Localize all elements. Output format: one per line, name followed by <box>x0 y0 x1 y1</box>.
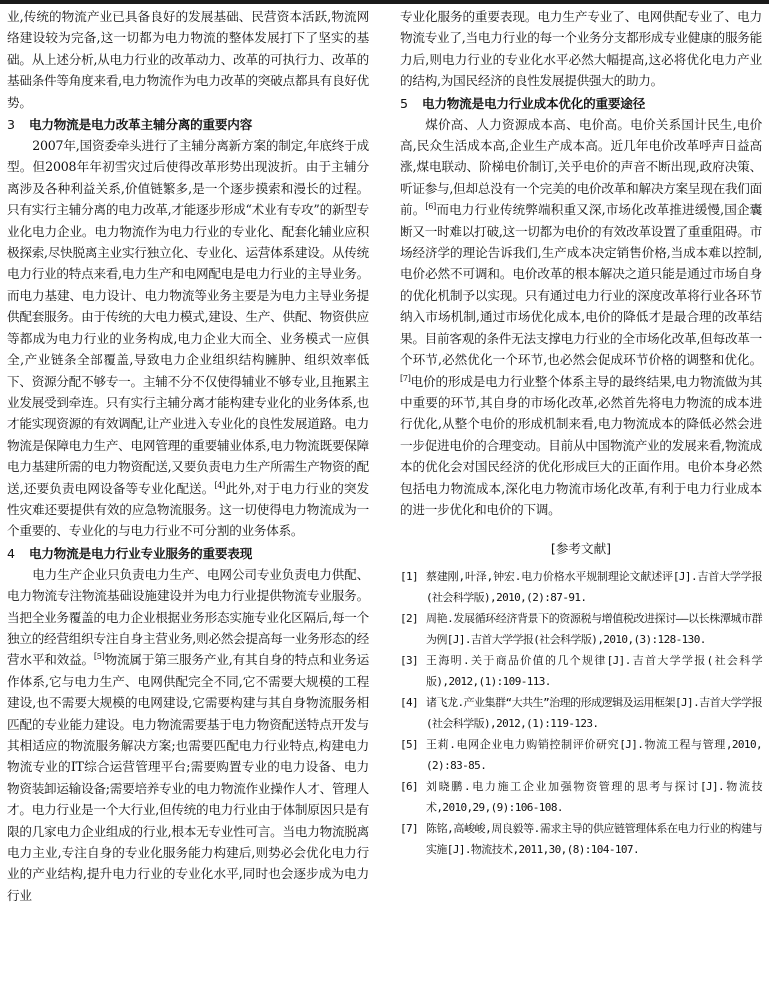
citation-5: [5] <box>93 652 105 662</box>
references-list <box>400 566 762 860</box>
reference-text: 刘晓鹏.电力施工企业加强物资管理的思考与探讨[J].物流技术,2010,29,(9):106-108. <box>426 780 762 815</box>
section-3-number: 3 <box>7 117 15 133</box>
section-4-title: 电力物流是电力行业专业服务的重要表现 <box>29 545 253 561</box>
left-column <box>7 6 369 906</box>
section-4-paragraph <box>7 564 369 907</box>
reference-number: [2] <box>400 612 419 626</box>
section-3-title: 电力物流是电力改革主辅分离的重要内容 <box>29 117 253 133</box>
section-5-text-tail: 电价的形成是电力行业整个体系主导的最终结果,电力物流做为其中重要的环节,其自身的市场化改革,必然首先将电力物流的成本进行优化,从整个电价的形成机制来看,电力物流成本的降低必然会进一步促进电价的合理变动。目前从中国物流产业的发展来看,物流成本的优化会对国民经济的优化形成巨大的正面作用。电价本身必然包括电力物流成本,深化电力物流市场化改革,有利于电力行业成本的进一步优化和电价的下调。 <box>400 373 762 517</box>
reference-text: 周艳.发展循环经济背景下的资源税与增值税改进探讨——以长株潭城市群为例[J].吉首大学学报(社会科学版),2010,(3):128-130. <box>426 612 762 647</box>
reference-number: [3] <box>400 654 419 668</box>
section-4-text-tail: 物流属于第三服务产业,有其自身的特点和业务运作体系,它与电力生产、电网供配完全不同,它不需要大规模的工程建设,也不需要大规模的电网建设,它需要构建与其自身物流服务相匹配的专业能力建设。电力物流需要基于电力物资配送特点开发与其相适应的物流服务解决方案;也需要匹配电力行业特点,构建电力物流专业的IT综合运营管理平台;需要购置专业的电力设备、电力物资装卸运输设备;需要培养专业的电力物流作业操作人才、管理人才。电力行业是一个大行业,但传统的电力行业由于体制原因只是有限的几家电力企业组成的行业,根本无专业性可言。当电力物流脱离电力主业,专注自身的专业化服务能力构建后,则势必会优化电力行业的产业结构,提升电力行业的专业化水平,同时也会逐步成为电力行业 <box>7 652 370 903</box>
reference-text: 蔡建刚,叶泽,钟宏.电力价格水平规制理论文献述评[J].吉首大学学报(社会科学版),2010,(2):87-91. <box>426 570 762 605</box>
header-rule <box>0 0 769 4</box>
section-4-text: 电力生产企业只负责电力生产、电网公司专业负责电力供配、电力物流专注物流基础设施建设并为电力行业提供物流专业服务。当把全业务覆盖的电力企业根据业务形态实施专业化区隔后,每一个独立的经营组织专注自身主营业务,则必然会提高每一业务形态的经营水平和效益。 <box>7 566 369 668</box>
intro-paragraph: 业,传统的物流产业已具备良好的发展基础、民营资本活跃,物流网络建设较为完备,这一切都为电力物流的整体发展打下了坚实的基础。从上述分析,从电力行业的改革动力、改革的可执行力、改革的基础条件等角度来看,电力物流作为电力改革的突破点都具有良好优势。 <box>7 9 369 110</box>
section-3-paragraph <box>7 135 369 542</box>
citation-6: [6] <box>425 202 437 212</box>
reference-number: [1] <box>400 570 419 584</box>
section-3-heading <box>7 115 369 134</box>
reference-item <box>400 734 762 776</box>
reference-item <box>400 818 762 860</box>
reference-number: [5] <box>400 738 419 752</box>
references-title: [参考文献] <box>550 541 612 557</box>
section-5-paragraph <box>400 114 762 521</box>
reference-text: 王莉.电网企业电力购销控制评价研究[J].物流工程与管理,2010,(2):83-85. <box>426 738 762 773</box>
reference-number: [6] <box>400 780 419 794</box>
section-5-heading <box>400 94 762 113</box>
reference-number: [7] <box>400 822 419 836</box>
section-3-text: 2007年,国资委牵头进行了主辅分离新方案的制定,年底终于成型。但2008年年初雪灾过后使得改革形势出现波折。由于主辅分离涉及各种利益关系,价值链繁多,是一个逐步摸索和漫长的过程。只有实行主辅分离的电力改革,才能逐步形成“术业有专攻”的新型专业化电力企业。电力物流作为电力行业的专业化、配套化辅业应积极探索,尽快脱离主业实行独立化、专业化、运营体系建设。从传统电力行业的特点来看,电力生产和电网配电是电力行业的主导业务。而电力基建、电力设计、电力物流等业务主要是为电力主导业务提供配套服务。由于传统的大电力模式,建设、生产、供配、物资供应等都成为电力行业的业务构成,电力企业大而全、业务模式一应俱全,产业链条全部覆盖,导致电力企业组织结构臃肿、组织效率低下、资源分配不够专一。主辅不分不仅使得辅业不够专业,且拖累主业发展受到牵连。只有实行主辅分离才能构建专业化的业务体系,也才能实现资源的有效调配,让产业进入专业化的良性发展道路。电力物流是保障电力生产、电网管理的重要辅业体系,电力物流既要保障电力基建所需的电力物资配送,又要负责电力生产所需生产物资的配送,还要负责电网设备等专业化配送。 <box>7 138 369 496</box>
reference-number: [4] <box>400 696 419 710</box>
section-3-text-tail: 此外,对于电力行业的突发性灾难还要提供有效的应急物流服务。这一切使得电力物流成为一个重要的、专业化的与电力行业不可分割的业务体系。 <box>7 480 369 539</box>
section-5-title: 电力物流是电力行业成本优化的重要途径 <box>422 95 646 111</box>
continued-paragraph: 专业化服务的重要表现。电力生产专业了、电网供配专业了、电力物流专业了,当电力行业的每一个业务分支都形成专业健康的服务能力后,则电力行业的专业化水平必然大幅提高,这必将优化电力产业的结构,为国民经济的良性发展提供强大的助力。 <box>400 9 762 89</box>
reference-item <box>400 566 762 608</box>
reference-item <box>400 692 762 734</box>
section-5-text-mid: 而电力行业传统弊端积重又深,市场化改革推进缓慢,国企囊断又一时难以打破,这一切都为电价的有效改革设置了重重阻碍。市场经济学的理论告诉我们,生产成本决定销售价格,当成本难以控制,电价必然不可调和。电价改革的根本解决之道只能是通过市场自身的优化机制予以实现。只有通过电力行业的深度改革将行业各环节纳入市场机制,通过市场优化成本,电价的降低才是最合理的改革结果。目前客观的条件无法支撑电力行业的全市场化改革,但每改革一个环节,必然优化一个环节,也必然会促成环节价格的调整和优化。 <box>400 202 762 368</box>
section-5-number: 5 <box>400 95 408 111</box>
citation-7: [7] <box>400 373 411 383</box>
section-5-text: 煤价高、人力资源成本高、电价高。电价关系国计民生,电价高,民众生活成本高,企业生产成本高。近几年电价改革呼声日益高涨,煤电联动、阶梯电价制订,关乎电价的声音不断出现,政府决策、听证参与,但却总没有一个完美的电价改革和解决方案呈现在我们面前。 <box>400 116 762 218</box>
section-4-number: 4 <box>7 545 15 561</box>
right-column <box>400 6 762 860</box>
reference-text: 王海明.关于商品价值的几个规律[J].吉首大学学报(社会科学版),2012,(1):109-113. <box>426 654 762 689</box>
citation-4: [4] <box>214 480 226 490</box>
reference-item <box>400 608 762 650</box>
reference-text: 陈铭,高峻峻,周良毅等.需求主导的供应链管理体系在电力行业的构建与实施[J].物流技术,2011,30,(8):104-107. <box>426 822 762 857</box>
reference-item <box>400 650 762 692</box>
reference-text: 诸飞龙.产业集群“大共生”治理的形成逻辑及运用框架[J].吉首大学学报(社会科学版),2012,(1):119-123. <box>426 696 762 731</box>
reference-item <box>400 776 762 818</box>
section-4-heading <box>7 544 369 563</box>
